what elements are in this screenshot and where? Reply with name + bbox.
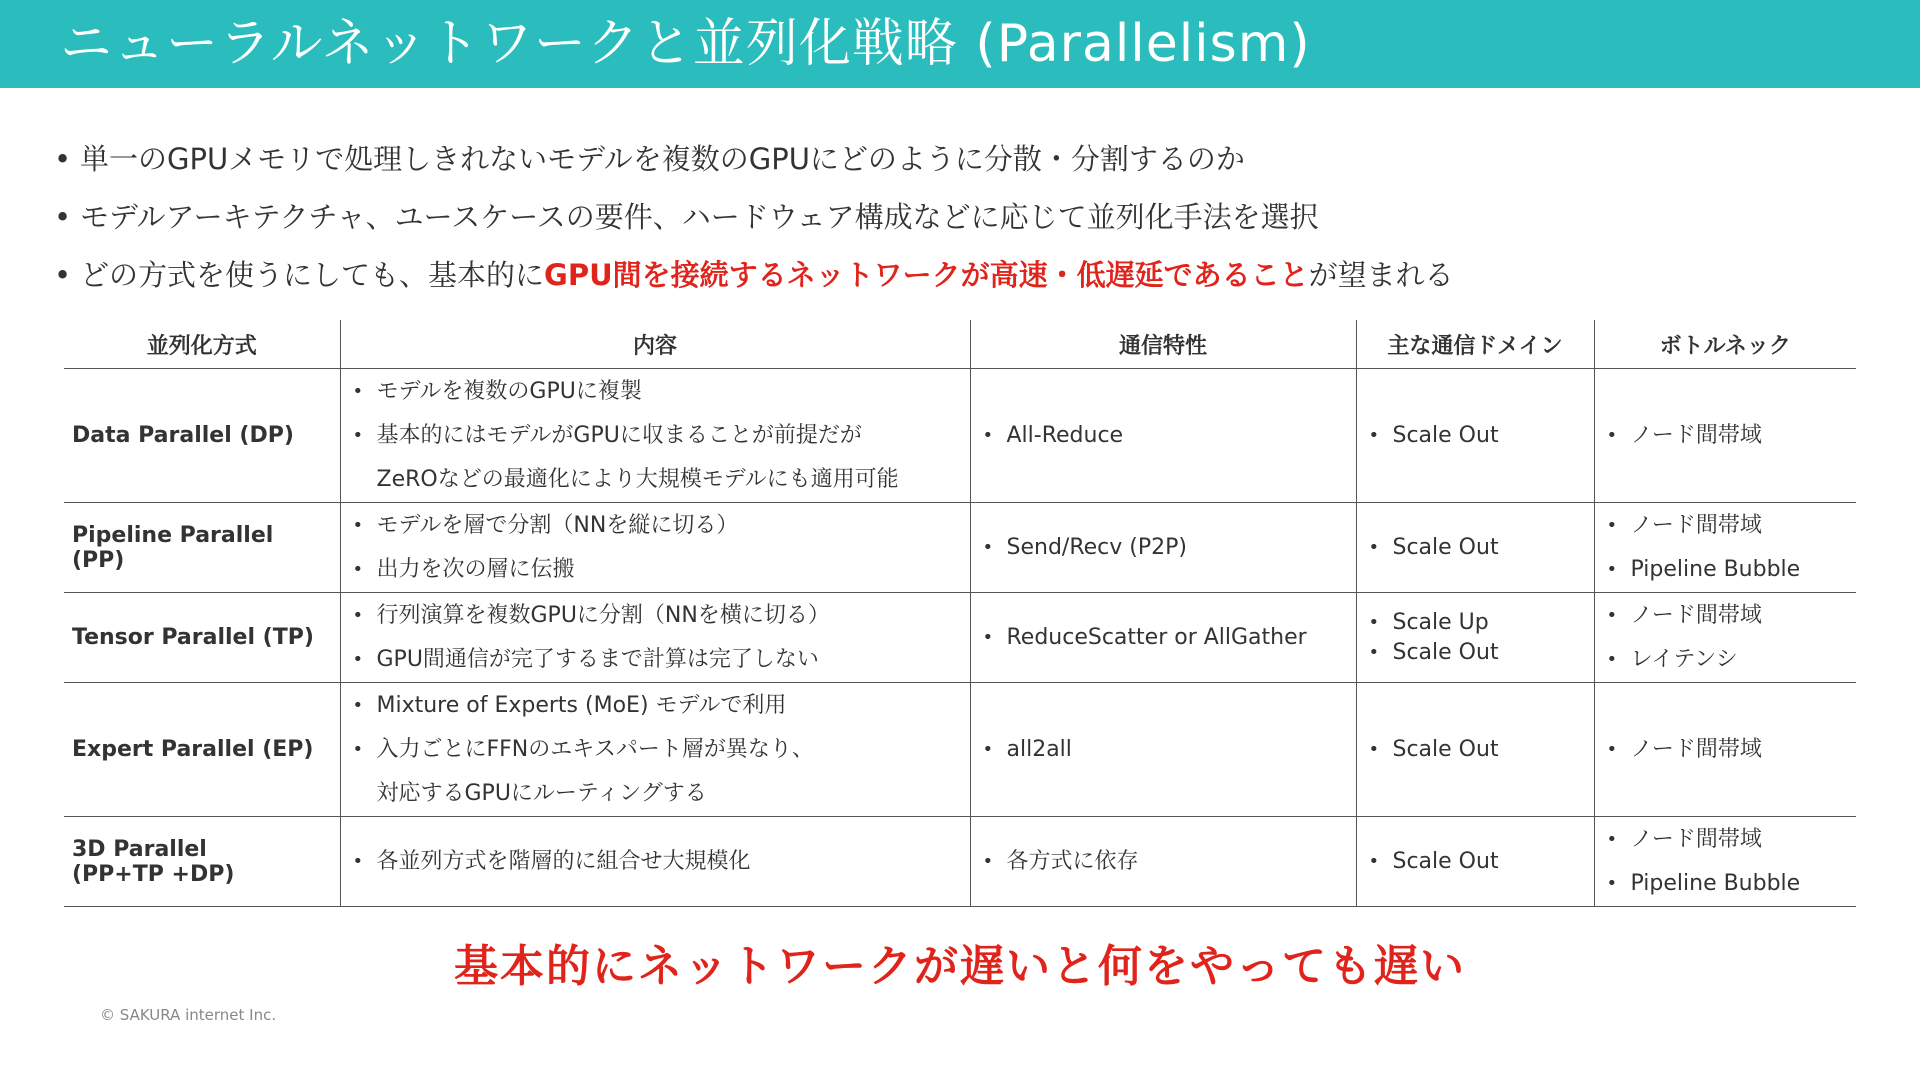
bullet-text-tail: が望まれる bbox=[1308, 258, 1454, 292]
content-item: • 入力ごとにFFNのエキスパート層が異なり、 bbox=[349, 728, 962, 772]
header-content: 内容 bbox=[340, 320, 970, 369]
slide-title: ニューラルネットワークと並列化戦略 (Parallelism) bbox=[60, 14, 1311, 74]
content-item: 対応するGPUにルーティングする bbox=[376, 780, 707, 806]
bullet-highlight: GPU間を接続するネットワークが高速・低遅延であること bbox=[544, 258, 1309, 292]
table-header-row bbox=[64, 320, 1856, 369]
bullet-text: モデルアーキテクチャ、ユースケースの要件、ハードウェア構成などに応じて並列化手法を選択 bbox=[80, 200, 1319, 234]
domain-item: • Scale Out bbox=[1365, 840, 1586, 884]
bottleneck-cell bbox=[1594, 817, 1856, 907]
content-item: • Mixture of Experts (MoE) モデルで利用 bbox=[349, 684, 962, 728]
bottleneck-cell bbox=[1594, 593, 1856, 683]
comm-cell bbox=[970, 683, 1356, 817]
bottleneck-cell bbox=[1594, 683, 1856, 817]
method-cell bbox=[64, 503, 340, 593]
header-communication: 通信特性 bbox=[970, 320, 1356, 369]
bottleneck-item: • ノード間帯域 bbox=[1603, 594, 1849, 638]
content-cell bbox=[340, 593, 970, 683]
method-cell bbox=[64, 683, 340, 817]
conclusion-text: 基本的にネットワークが遅いと何をやっても遅い bbox=[454, 941, 1466, 992]
comm-cell bbox=[970, 593, 1356, 683]
bullet-text: 単一のGPUメモリで処理しきれないモデルを複数のGPUにどのように分散・分割するのか bbox=[80, 142, 1245, 176]
table-row bbox=[64, 369, 1856, 503]
header-method: 並列化方式 bbox=[64, 320, 340, 369]
method-cell bbox=[64, 369, 340, 503]
content-item: • モデルを層で分割（NNを縦に切る） bbox=[349, 504, 962, 548]
bullet-dot-icon: • bbox=[54, 142, 72, 176]
method-cell bbox=[64, 817, 340, 907]
comm-cell bbox=[970, 503, 1356, 593]
bottleneck-item: • ノード間帯域 bbox=[1603, 414, 1849, 458]
method-name-sub: (PP+TP +DP) bbox=[72, 861, 235, 887]
comm-item: • All-Reduce bbox=[979, 414, 1348, 458]
bullet-item bbox=[54, 256, 1854, 314]
table-row bbox=[64, 593, 1856, 683]
bottleneck-item: • ノード間帯域 bbox=[1603, 728, 1849, 772]
table-row bbox=[64, 817, 1856, 907]
title-bar bbox=[0, 0, 1920, 88]
method-name: Expert Parallel (EP) bbox=[72, 737, 314, 762]
content-item: • GPU間通信が完了するまで計算は完了しない bbox=[349, 638, 962, 682]
domain-item: • Scale Out bbox=[1365, 414, 1586, 458]
content-item: • モデルを複数のGPUに複製 bbox=[349, 370, 962, 414]
comm-item: • ReduceScatter or AllGather bbox=[979, 616, 1348, 660]
bottleneck-item: • レイテンシ bbox=[1603, 638, 1849, 682]
content-cell bbox=[340, 817, 970, 907]
bottleneck-item: • ノード間帯域 bbox=[1603, 504, 1849, 548]
header-bottleneck: ボトルネック bbox=[1594, 320, 1856, 369]
bottleneck-item: • Pipeline Bubble bbox=[1603, 862, 1849, 906]
bottleneck-cell bbox=[1594, 369, 1856, 503]
content-cell bbox=[340, 503, 970, 593]
method-name: Pipeline Parallel (PP) bbox=[72, 522, 274, 573]
method-cell bbox=[64, 593, 340, 683]
table-row bbox=[64, 683, 1856, 817]
domain-item: • Scale Up bbox=[1365, 608, 1586, 638]
domain-cell bbox=[1356, 683, 1594, 817]
comm-item: • 各方式に依存 bbox=[979, 840, 1348, 884]
bottleneck-item: • ノード間帯域 bbox=[1603, 818, 1849, 862]
content-item: ZeROなどの最適化により大規模モデルにも適用可能 bbox=[376, 466, 899, 492]
bottleneck-item: • Pipeline Bubble bbox=[1603, 548, 1849, 592]
bullet-list bbox=[54, 140, 1854, 314]
bullet-item bbox=[54, 198, 1854, 256]
parallelism-table bbox=[64, 320, 1856, 907]
content-item: • 行列演算を複数GPUに分割（NNを横に切る） bbox=[349, 594, 962, 638]
bullet-dot-icon: • bbox=[54, 200, 72, 234]
bottleneck-cell bbox=[1594, 503, 1856, 593]
content-item: • 基本的にはモデルがGPUに収まることが前提だが bbox=[349, 414, 962, 458]
comm-cell bbox=[970, 817, 1356, 907]
domain-item: • Scale Out bbox=[1365, 728, 1586, 772]
domain-cell bbox=[1356, 503, 1594, 593]
bullet-item bbox=[54, 140, 1854, 198]
header-domain: 主な通信ドメイン bbox=[1356, 320, 1594, 369]
domain-item: • Scale Out bbox=[1365, 526, 1586, 570]
comm-item: • Send/Recv (P2P) bbox=[979, 526, 1348, 570]
comm-cell bbox=[970, 369, 1356, 503]
method-name: Data Parallel (DP) bbox=[72, 423, 294, 448]
method-name: 3D Parallel bbox=[72, 836, 207, 862]
domain-item: • Scale Out bbox=[1365, 638, 1586, 668]
domain-cell bbox=[1356, 593, 1594, 683]
domain-cell bbox=[1356, 369, 1594, 503]
bullet-text: どの方式を使うにしても、基本的に bbox=[80, 258, 545, 292]
domain-cell bbox=[1356, 817, 1594, 907]
table-row bbox=[64, 503, 1856, 593]
copyright: © SAKURA internet Inc. bbox=[100, 1006, 277, 1024]
content-item: • 出力を次の層に伝搬 bbox=[349, 548, 962, 592]
content-cell bbox=[340, 683, 970, 817]
content-item: • 各並列方式を階層的に組合せ大規模化 bbox=[349, 840, 962, 884]
comm-item: • all2all bbox=[979, 728, 1348, 772]
content-cell bbox=[340, 369, 970, 503]
bullet-dot-icon: • bbox=[54, 258, 72, 292]
method-name: Tensor Parallel (TP) bbox=[72, 625, 314, 650]
